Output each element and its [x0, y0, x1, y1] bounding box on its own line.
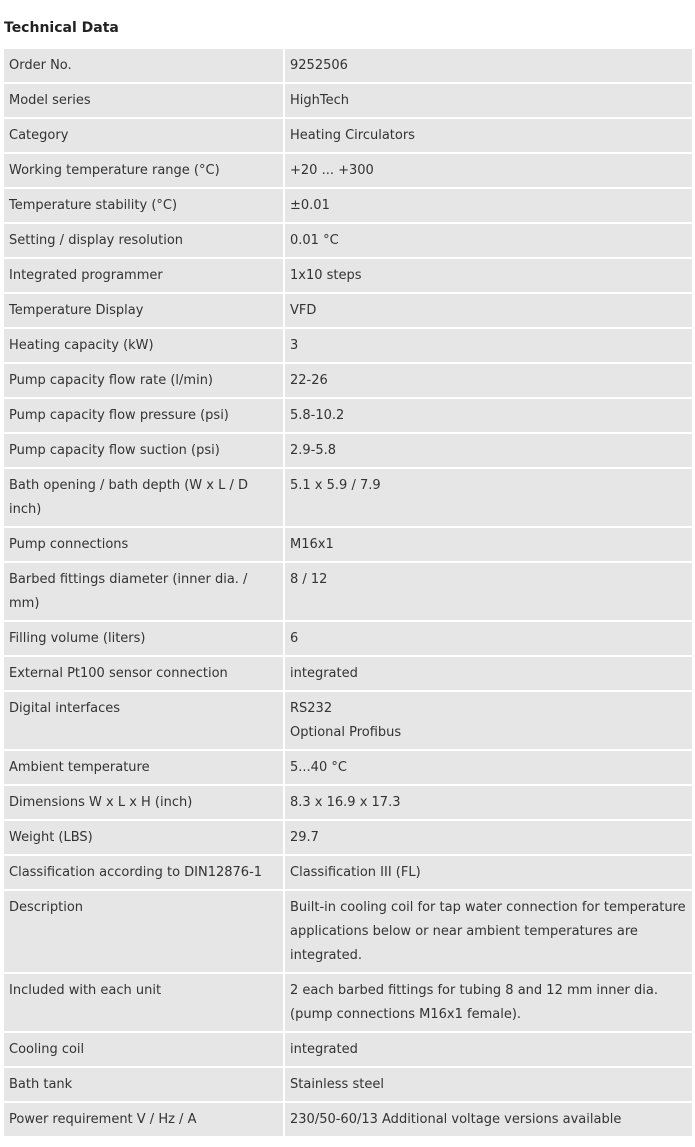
spec-value-line: Classification III (FL)	[290, 865, 421, 880]
spec-value	[285, 1068, 692, 1101]
table-row	[4, 119, 692, 152]
table-row	[4, 856, 692, 889]
spec-label: Pump capacity flow pressure (psi)	[4, 399, 283, 432]
spec-value-line: ±0.01	[290, 198, 330, 213]
spec-value-line: 1x10 steps	[290, 268, 362, 283]
spec-label: Temperature stability (°C)	[4, 189, 283, 222]
table-row	[4, 692, 692, 749]
spec-value-line: Stainless steel	[290, 1077, 384, 1092]
spec-value	[285, 119, 692, 152]
table-row	[4, 224, 692, 257]
spec-value-line: HighTech	[290, 93, 349, 108]
spec-label: Pump capacity flow suction (psi)	[4, 434, 283, 467]
spec-label: Working temperature range (°C)	[4, 154, 283, 187]
spec-label: Ambient temperature	[4, 751, 283, 784]
table-row	[4, 434, 692, 467]
spec-value-line: +20 ... +300	[290, 163, 374, 178]
technical-data-table	[2, 47, 694, 1138]
table-row	[4, 1033, 692, 1066]
spec-value	[285, 856, 692, 889]
spec-value	[285, 1033, 692, 1066]
spec-label: Pump capacity flow rate (l/min)	[4, 364, 283, 397]
spec-label: Pump connections	[4, 528, 283, 561]
table-row	[4, 49, 692, 82]
spec-value	[285, 751, 692, 784]
table-row	[4, 657, 692, 690]
spec-label: Description	[4, 891, 283, 972]
spec-value	[285, 891, 692, 972]
spec-label: Power requirement V / Hz / A	[4, 1103, 283, 1136]
spec-label: Order No.	[4, 49, 283, 82]
spec-value	[285, 259, 692, 292]
spec-value	[285, 469, 692, 526]
table-row	[4, 259, 692, 292]
table-row	[4, 622, 692, 655]
table-row	[4, 786, 692, 819]
spec-value-line: 29.7	[290, 830, 319, 845]
spec-value	[285, 329, 692, 362]
table-row	[4, 84, 692, 117]
spec-value	[285, 154, 692, 187]
spec-label: Integrated programmer	[4, 259, 283, 292]
spec-value-line: 8 / 12	[290, 572, 328, 587]
table-row	[4, 563, 692, 620]
spec-value-line: 22-26	[290, 373, 328, 388]
spec-value	[285, 399, 692, 432]
table-row	[4, 294, 692, 327]
spec-label: Weight (LBS)	[4, 821, 283, 854]
spec-label: Included with each unit	[4, 974, 283, 1031]
table-row	[4, 821, 692, 854]
table-row	[4, 364, 692, 397]
spec-value-line: M16x1	[290, 537, 334, 552]
table-body	[4, 49, 692, 1136]
spec-value	[285, 1103, 692, 1136]
spec-value-line: 8.3 x 16.9 x 17.3	[290, 795, 401, 810]
table-row	[4, 469, 692, 526]
spec-value-line: VFD	[290, 303, 317, 318]
spec-value	[285, 786, 692, 819]
spec-label: Digital interfaces	[4, 692, 283, 749]
spec-value	[285, 294, 692, 327]
spec-label: Dimensions W x L x H (inch)	[4, 786, 283, 819]
table-row	[4, 189, 692, 222]
spec-value	[285, 84, 692, 117]
spec-value-line: 0.01 °C	[290, 233, 339, 248]
table-row	[4, 399, 692, 432]
spec-value	[285, 528, 692, 561]
spec-value-line: Optional Profibus	[290, 725, 402, 740]
table-row	[4, 329, 692, 362]
spec-value	[285, 974, 692, 1031]
spec-value-line: 6	[290, 631, 299, 646]
table-row	[4, 751, 692, 784]
spec-label: Setting / display resolution	[4, 224, 283, 257]
spec-value	[285, 49, 692, 82]
table-row	[4, 974, 692, 1031]
spec-value	[285, 692, 692, 749]
spec-value	[285, 224, 692, 257]
spec-value-line: 3	[290, 338, 299, 353]
spec-label: Filling volume (liters)	[4, 622, 283, 655]
spec-value-line: Heating Circulators	[290, 128, 415, 143]
spec-label: Classification according to DIN12876-1	[4, 856, 283, 889]
spec-value	[285, 657, 692, 690]
spec-value	[285, 821, 692, 854]
spec-label: External Pt100 sensor connection	[4, 657, 283, 690]
spec-value-line: 5...40 °C	[290, 760, 347, 775]
spec-value-line: integrated	[290, 1042, 358, 1057]
spec-value-line: 2 each barbed fittings for tubing 8 and 12 mm inner dia. (pump connections M16x1 female).	[290, 983, 658, 1022]
table-row	[4, 154, 692, 187]
section-title: Technical Data	[4, 20, 119, 36]
spec-value-line: Built-in cooling coil for tap water connection for temperature applications below or near ambient temperatures are integrated.	[290, 900, 686, 963]
spec-value	[285, 189, 692, 222]
spec-value-line: 5.8-10.2	[290, 408, 345, 423]
spec-value-line: integrated	[290, 666, 358, 681]
table-row	[4, 528, 692, 561]
spec-label: Bath tank	[4, 1068, 283, 1101]
table-row	[4, 891, 692, 972]
spec-value-line: 5.1 x 5.9 / 7.9	[290, 478, 381, 493]
spec-label: Barbed fittings diameter (inner dia. / mm)	[4, 563, 283, 620]
spec-label: Temperature Display	[4, 294, 283, 327]
spec-label: Cooling coil	[4, 1033, 283, 1066]
spec-value	[285, 364, 692, 397]
spec-label: Heating capacity (kW)	[4, 329, 283, 362]
spec-value-line: 2.9-5.8	[290, 443, 337, 458]
spec-value	[285, 622, 692, 655]
spec-label: Category	[4, 119, 283, 152]
table-row	[4, 1068, 692, 1101]
table-row	[4, 1103, 692, 1136]
spec-label: Model series	[4, 84, 283, 117]
spec-value-line: 9252506	[290, 58, 348, 73]
spec-value	[285, 434, 692, 467]
spec-value	[285, 563, 692, 620]
spec-value-line: 230/50-60/13 Additional voltage versions available	[290, 1112, 622, 1127]
spec-label: Bath opening / bath depth (W x L / D inch)	[4, 469, 283, 526]
spec-value-line: RS232	[290, 701, 333, 716]
